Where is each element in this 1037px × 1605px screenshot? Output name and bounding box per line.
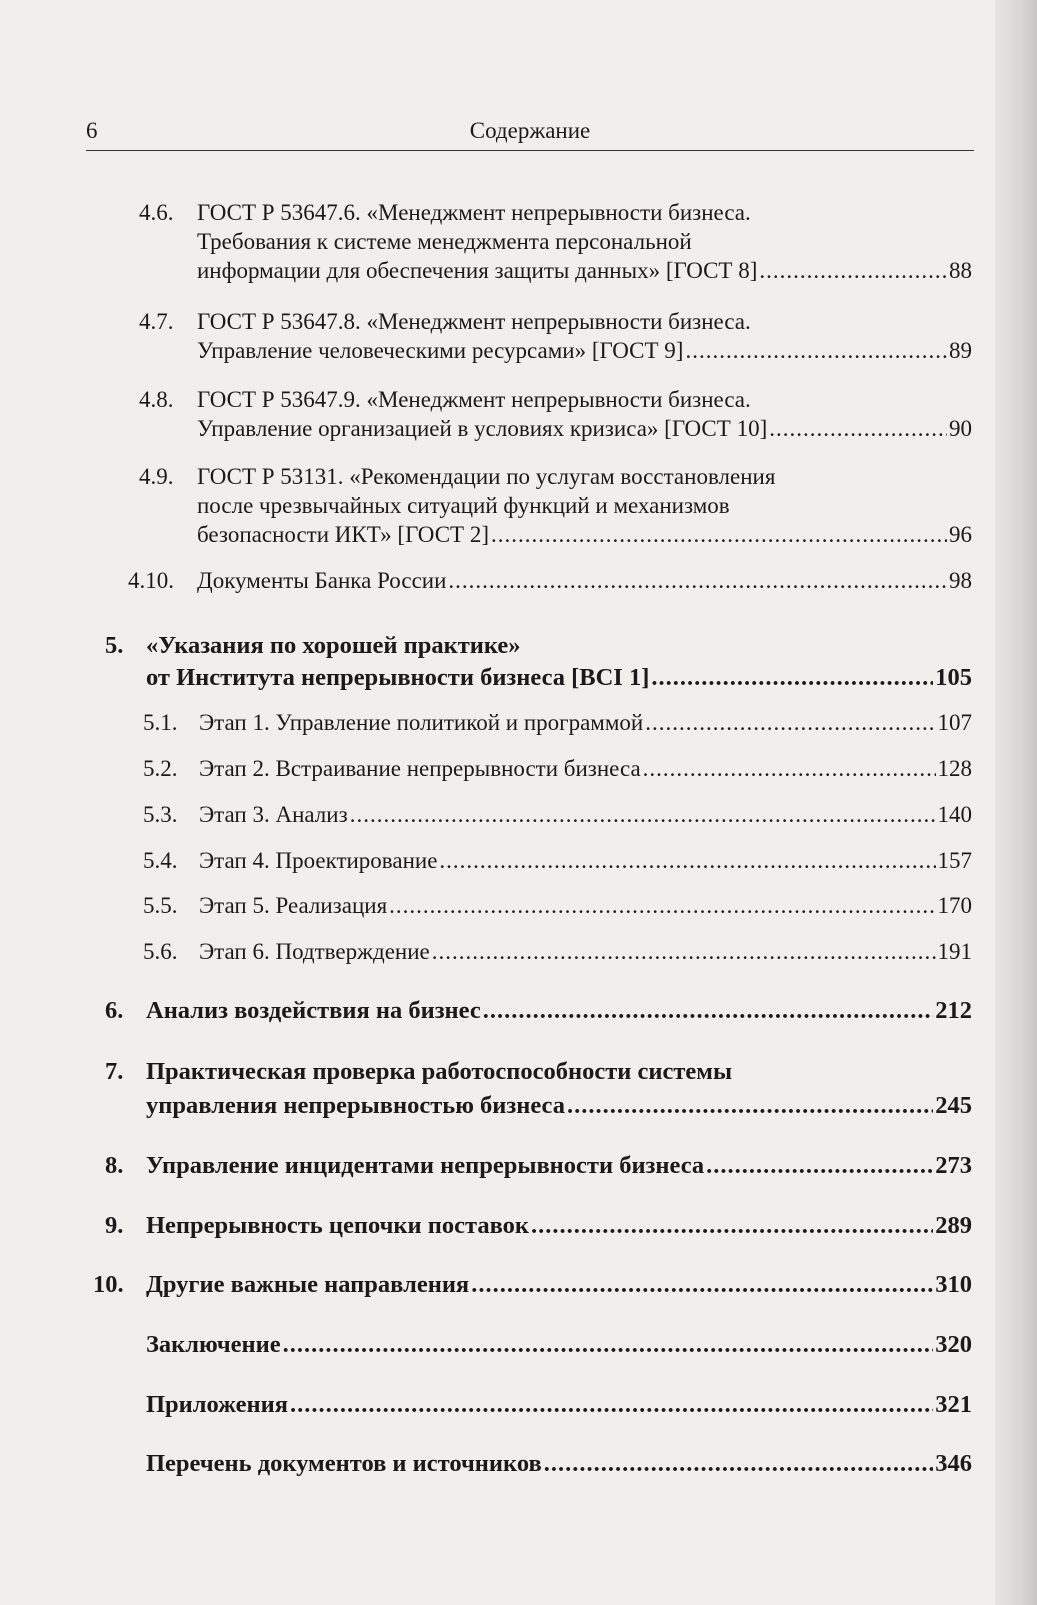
entry-number: 10. — [93, 1271, 124, 1298]
leader-dots — [567, 1092, 933, 1120]
entry-text: Приложения — [146, 1391, 288, 1418]
entry-text: Анализ воздействия на бизнес — [146, 997, 481, 1024]
entry-text: Управление человеческими ресурсами» [ГОСТ 9] — [197, 338, 684, 363]
entry-text: безопасности ИКТ» [ГОСТ 2] — [197, 522, 489, 547]
entry-page-number: 212 — [935, 997, 972, 1024]
entry-number: 4.7. — [139, 309, 174, 334]
entry-page-number: 98 — [949, 568, 972, 593]
entry-number: 6. — [105, 997, 124, 1024]
entry-text: от Института непрерывности бизнеса [BCI 1] — [146, 664, 650, 691]
leader-dots — [706, 1152, 933, 1180]
leader-dots — [769, 416, 947, 442]
entry-page-number: 157 — [937, 848, 972, 873]
leader-dots — [651, 664, 933, 692]
entry-page-number: 128 — [937, 756, 972, 781]
leader-dots — [448, 568, 947, 594]
header-rule — [86, 150, 974, 151]
page-number: 6 — [86, 118, 98, 143]
entry-text: Этап 6. Подтверждение — [199, 939, 430, 964]
entry-number: 5.1. — [143, 710, 178, 735]
entry-text: Управление организацией в условиях кризиса» [ГОСТ 10] — [197, 416, 768, 441]
entry-number: 4.10. — [128, 568, 174, 593]
entry-text: ГОСТ Р 53647.8. «Менеджмент непрерывности бизнеса. — [197, 309, 751, 334]
leader-dots — [685, 338, 947, 364]
entry-number: 8. — [105, 1152, 124, 1179]
leader-dots — [283, 1331, 934, 1359]
entry-page-number: 191 — [937, 939, 972, 964]
entry-text: Этап 2. Встраивание непрерывности бизнеса — [199, 756, 641, 781]
leader-dots — [350, 802, 936, 828]
entry-page-number: 96 — [949, 522, 972, 547]
leader-dots — [290, 1391, 933, 1419]
leader-dots — [483, 997, 934, 1025]
entry-page-number: 346 — [935, 1450, 972, 1477]
entry-text: Перечень документов и источников — [146, 1450, 542, 1477]
leader-dots — [544, 1450, 934, 1478]
leader-dots — [389, 893, 935, 919]
entry-number: 5.4. — [143, 848, 178, 873]
leader-dots — [645, 710, 935, 736]
entry-number: 9. — [105, 1212, 124, 1239]
entry-number: 4.6. — [139, 200, 174, 225]
entry-text: «Указания по хорошей практике» — [146, 632, 521, 659]
leader-dots — [471, 1271, 933, 1299]
entry-text: Документы Банка России — [197, 568, 447, 593]
entry-number: 5.5. — [143, 893, 178, 918]
entry-text: после чрезвычайных ситуаций функций и механизмов — [197, 493, 730, 518]
entry-number: 5.2. — [143, 756, 178, 781]
entry-number: 5.6. — [143, 939, 178, 964]
leader-dots — [432, 939, 936, 965]
entry-text: Этап 3. Анализ — [199, 802, 348, 827]
entry-page-number: 321 — [935, 1391, 972, 1418]
entry-page-number: 170 — [937, 893, 972, 918]
entry-page-number: 140 — [937, 802, 972, 827]
entry-text: Требования к системе менеджмента персональной — [197, 229, 692, 254]
entry-text: Управление инцидентами непрерывности бизнеса — [146, 1152, 705, 1179]
entry-number: 4.9. — [139, 464, 174, 489]
entry-number: 4.8. — [139, 387, 174, 412]
entry-page-number: 88 — [949, 258, 972, 283]
entry-page-number: 245 — [935, 1092, 972, 1119]
entry-text: информации для обеспечения защиты данных» [ГОСТ 8] — [197, 258, 758, 283]
entry-number: 5. — [105, 632, 124, 659]
entry-page-number: 310 — [935, 1271, 972, 1298]
running-header — [86, 118, 974, 148]
entry-page-number: 273 — [935, 1152, 972, 1179]
page-edge-shadow — [995, 0, 1037, 1605]
entry-page-number: 90 — [949, 416, 972, 441]
entry-text: Этап 1. Управление политикой и программой — [199, 710, 644, 735]
entry-text: Непрерывность цепочки поставок — [146, 1212, 530, 1239]
entry-number: 7. — [105, 1058, 124, 1085]
entry-page-number: 107 — [937, 710, 972, 735]
entry-number: 5.3. — [143, 802, 178, 827]
entry-text: ГОСТ Р 53647.6. «Менеджмент непрерывности бизнеса. — [197, 200, 751, 225]
entry-page-number: 320 — [935, 1331, 972, 1358]
entry-page-number: 289 — [935, 1212, 972, 1239]
entry-text: Практическая проверка работоспособности системы — [146, 1058, 733, 1085]
entry-text: Этап 5. Реализация — [199, 893, 388, 918]
entry-text: ГОСТ Р 53647.9. «Менеджмент непрерывности бизнеса. — [197, 387, 751, 412]
entry-text: управления непрерывностью бизнеса — [146, 1092, 565, 1119]
leader-dots — [531, 1212, 933, 1240]
leader-dots — [439, 848, 935, 874]
running-title: Содержание — [469, 118, 591, 143]
entry-text: Заключение — [146, 1331, 281, 1358]
entry-text: Другие важные направления — [146, 1271, 470, 1298]
leader-dots — [491, 522, 947, 548]
entry-page-number: 89 — [949, 338, 972, 363]
entry-page-number: 105 — [935, 664, 972, 691]
entry-text: Этап 4. Проектирование — [199, 848, 438, 873]
entry-text: ГОСТ Р 53131. «Рекомендации по услугам восстановления — [197, 464, 776, 489]
leader-dots — [759, 258, 947, 284]
leader-dots — [643, 756, 936, 782]
